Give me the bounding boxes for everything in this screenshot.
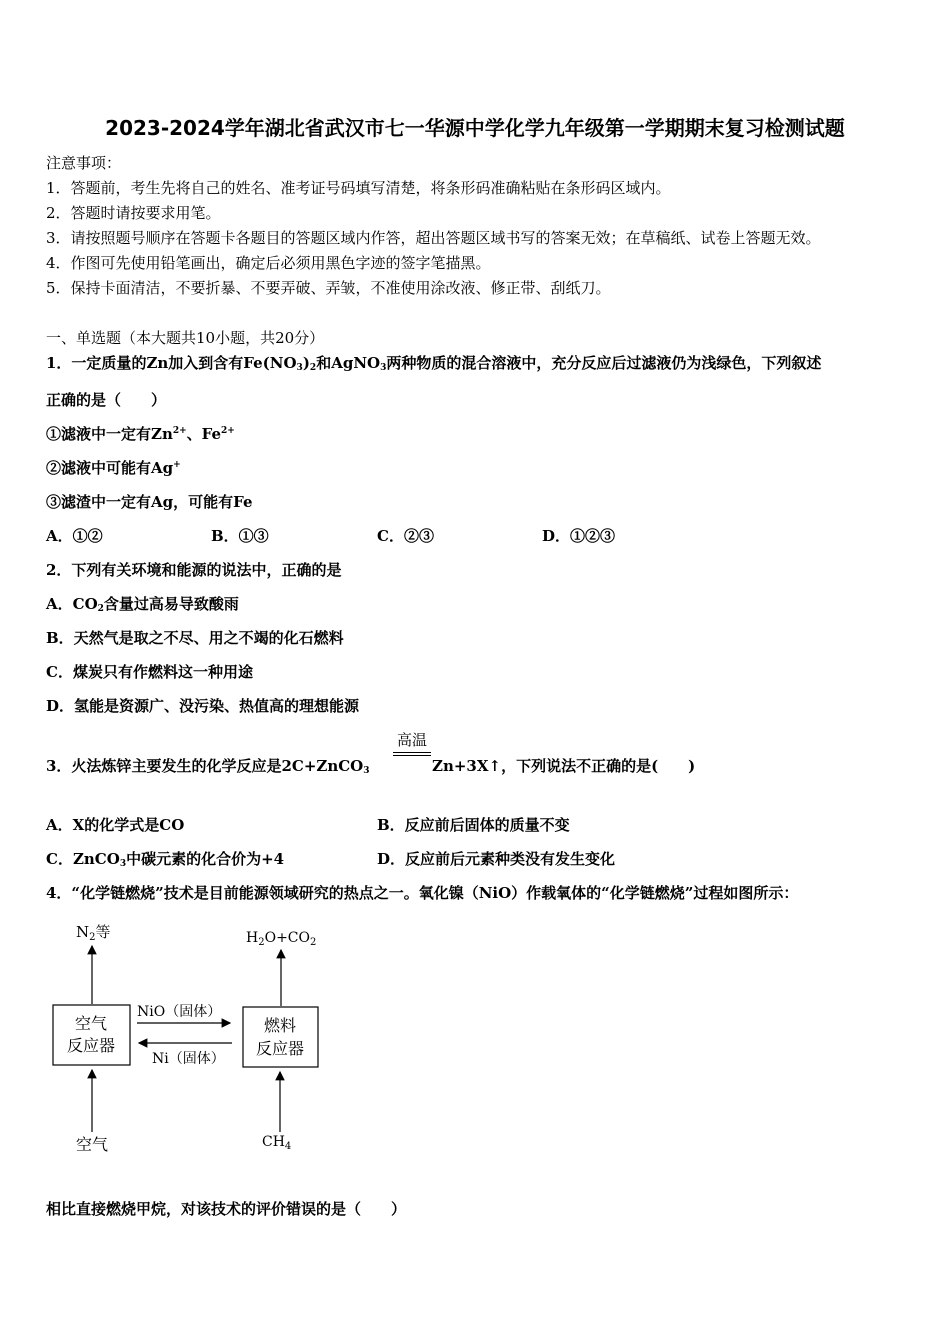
question-1-stem: 1．一定质量的Zn加入到含有$Fe(NO_3)_2$和AgNO$_3$两种物质的混合溶液中，充分反应后过滤液仍为浅绿色，下列叙述 bbox=[46, 354, 822, 373]
question-2-stem: 2．下列有关环境和能源的说法中，正确的是 bbox=[46, 561, 342, 579]
question-1-option-d: D．①②③ bbox=[542, 527, 616, 545]
question-1-stem-cont: 正确的是（ ） bbox=[46, 391, 167, 409]
page-title: 2023-2024学年湖北省武汉市七一华源中学化学九年级第一学期期末复习检测试题 bbox=[105, 116, 845, 140]
fuel-reactor-label: 燃料 bbox=[263, 1016, 297, 1035]
question-3-stem: 3．火法炼锌主要发生的化学反应是2C+ZnCO$_3$ bbox=[46, 757, 370, 776]
chemical-looping-diagram bbox=[0, 910, 400, 1170]
h2o-co2-label: $H_2O+CO_2$ bbox=[246, 930, 317, 948]
fuel-reactor-label: 反应器 bbox=[255, 1039, 305, 1058]
question-3-option-d: D．反应前后元素种类没有发生变化 bbox=[377, 850, 616, 868]
question-2-option-a: A．$CO_2$含量过高易导致酸雨 bbox=[46, 595, 239, 614]
question-2-option-c: C．煤炭只有作燃料这一种用途 bbox=[46, 663, 253, 681]
question-3-stem-cont: Zn+3X↑，下列说法不正确的是( ) bbox=[432, 757, 696, 775]
ni-label: Ni（固体） bbox=[152, 1051, 225, 1067]
section-heading: 一、单选题（本大题共10小题，共20分） bbox=[46, 329, 325, 347]
question-1-statement: ①滤液中一定有$Zn^{2+}$、$Fe^{2+}$ bbox=[46, 425, 235, 443]
question-4-stem: 4．“化学链燃烧”技术是目前能源领域研究的热点之一。氧化镍（NiO）作载氧体的“化学链燃烧”过程如图所示： bbox=[46, 884, 799, 902]
question-2-option-d: D．氢能是资源广、没污染、热值高的理想能源 bbox=[46, 697, 360, 715]
notice-item: 4．作图可先使用铅笔画出，确定后必须用黑色字迹的签字笔描黑。 bbox=[46, 254, 491, 272]
question-1-statement: ③滤渣中一定有Ag，可能有Fe bbox=[46, 493, 253, 511]
question-1-statement: ②滤液中可能有Ag+ bbox=[46, 459, 181, 477]
question-2-option-b: B．天然气是取之不尽、用之不竭的化石燃料 bbox=[46, 629, 344, 647]
nio-label: NiO（固体） bbox=[137, 1004, 222, 1020]
notice-item: 2．答题时请按要求用笔。 bbox=[46, 204, 221, 222]
question-1-option-b: B．①③ bbox=[211, 527, 269, 545]
notice-heading: 注意事项： bbox=[46, 154, 122, 172]
notice-item: 3．请按照题号顺序在答题卡各题目的答题区域内作答，超出答题区域书写的答案无效；在草稿纸、试卷上答题无效。 bbox=[46, 229, 821, 247]
notice-item: 5．保持卡面清洁，不要折暴、不要弄破、弄皱，不准使用涂改液、修正带、刮纸刀。 bbox=[46, 279, 611, 297]
question-4-question: 相比直接燃烧甲烷，对该技术的评价错误的是（ ） bbox=[46, 1200, 407, 1218]
air-reactor-label: 空气 bbox=[74, 1014, 108, 1033]
n2-label: $N_2$等 bbox=[76, 923, 111, 943]
air-reactor-label: 反应器 bbox=[66, 1036, 116, 1055]
reaction-condition: 高温 bbox=[393, 729, 431, 756]
question-1-option-a: A．①② bbox=[46, 527, 103, 545]
question-1-option-c: C．②③ bbox=[377, 527, 434, 545]
question-3-option-b: B．反应前后固体的质量不变 bbox=[377, 816, 570, 834]
notice-item: 1．答题前，考生先将自己的姓名、准考证号码填写清楚，将条形码准确粘贴在条形码区域内。 bbox=[46, 179, 671, 197]
ch4-label: $CH_4$ bbox=[262, 1134, 292, 1152]
question-3-option-c: C．ZnCO$_3$中碳元素的化合价为+4 bbox=[46, 850, 285, 869]
question-3-option-a: A．X的化学式是CO bbox=[46, 816, 185, 834]
air-in-label: 空气 bbox=[76, 1135, 109, 1154]
